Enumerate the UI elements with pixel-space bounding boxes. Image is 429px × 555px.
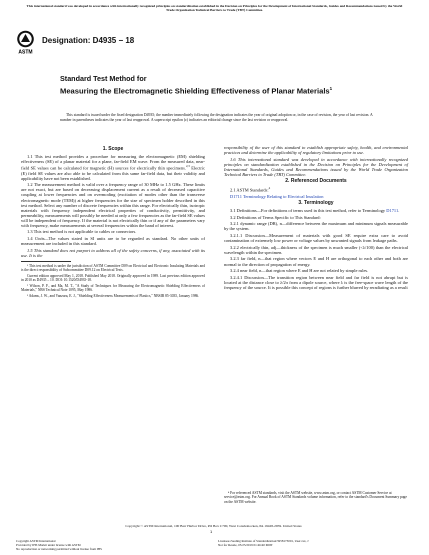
title-block (60, 75, 360, 95)
footnote-2: ² Wilson, P. F., and Ma, M. T., "A Study of Techniques for Measuring the Electromagnetic Shielding Effectiveness of Materials," NBS Technical Note 1095, May 1986. (21, 284, 205, 293)
paragraph-1-3: 1.3 This test method is not applicable to cables or connectors. (27, 229, 137, 235)
d1711-link-inline[interactable]: D1711 (386, 208, 399, 214)
title-line-1: Standard Test Method for (60, 74, 147, 83)
designation: Designation: D4935 − 18 (42, 36, 135, 45)
paragraph-3-2: 3.2 Definitions of Terms Specific to This Standard: (230, 214, 321, 220)
section-heading-terminology: 3. Terminology (298, 200, 334, 207)
logo-text: ASTM (18, 49, 33, 56)
paragraph-1-6: 1.6 This international standard was developed in accordance with internationally recognized principles on standardization established in the Decision on Principles for the Development of International Standards, Guides and Recommendations issued by the World Trade Organization Technical Barriers to Trade (TBT) Committee. (224, 156, 408, 177)
left-column (21, 145, 205, 300)
copyright-line: Copyright © ASTM International, 100 Barr Harbor Drive, PO Box C700, West Conshohocken, PA 19428-2959. United States (125, 524, 302, 528)
d1711-link[interactable]: D1711 (230, 194, 242, 200)
footnote-rule (21, 261, 71, 262)
paragraph-3-2-2: 3.2.2 electrically thin, adj—thickness of the specimen is much smaller (<λ/100) than the electrical wavelength within the specimen. (224, 244, 408, 255)
paragraph-3-2-4-1: 3.2.4.1 Discussion—The transition region between near field and far field is not abrupt but is located at the distance close to λ/2π from a dipole source, where λ is the free-space wave length of the frequency of the source. It is possible this concept of regions is further blurred by reradiating as a result (224, 274, 408, 290)
paragraph-3-2-1-1: 3.2.1.1 Discussion—Measurement of materials with good SE require extra care to avoid contamination of extremely low power or voltage values by unwanted signals from leakage paths. (224, 233, 408, 244)
footer-license-right: Licensee=Sealing Institute of Standardization/5958173001, User=xx, J Not for Resale, 05/25/2019 01:46:40 MDT (218, 539, 309, 547)
top-notice: This international standard was developed in accordance with internationally recognized principles on standardization established in the Decision on Principles for the Development of International Standards, Guides and Recommendations issued by the World Trade Organization Technical Barriers to Trade (TBT) Committee. (26, 4, 403, 13)
right-column (224, 145, 408, 292)
paragraph-1-1: 1.1 This test method provides a procedure for measuring the electromagnetic (EM) shielding effectiveness (SE) of a planar material for a plane, far-field EM wave. From the measured data, near-field SE values can be calculated for magnetic (H) sources for electrically thin specimens.$^{2,3}$ Electric (E) field SE values are also able to be calculated from this same far-field data, but their validity and applicability have not been established. (21, 154, 205, 181)
title-line-2: Measuring the Electromagnetic Shielding Effectiveness of Planar Materials$^1$ (60, 85, 333, 96)
reference-d1711[interactable]: D1711 Terminology Relating to Electrical Insulation (230, 194, 324, 200)
footnote-1: ¹ This test method is under the jurisdiction of ASTM Committee D09 on Electrical and Electronic Insulating Materials and is the direct responsibility of Subcommittee D09.12 on Electrical Tests. (21, 263, 205, 273)
paragraph-3-1: 3.1 Definitions—For definitions of terms used in this test method, refer to Terminology D1711. (230, 208, 400, 214)
page-number: 1 (210, 529, 213, 534)
paragraph-3-2-4: 3.2.4 near field, n—that region where E and H are not related by simple rules. (230, 268, 369, 274)
section-heading-references: 2. Referenced Documents (285, 177, 347, 184)
astm-logo (16, 30, 35, 56)
paragraph-3-2-1: 3.2.1 dynamic range (DR), n—difference between the maximum and minimum signals measurable by the system. (224, 221, 408, 232)
footnote-1-edition: Current edition approved May 1, 2018. Published May 2018. Originally approved in 1989. Last previous edition approved in 2010 as D4935 – 10. DOI: 10.1520/D4935-18. (21, 273, 205, 283)
footer-license-left: Copyright ASTM International Provided by IHS Markit under license with ASTM No reproduction or networking permitted without license from IHS (16, 539, 102, 551)
footnote-4: ⁴ For referenced ASTM standards, visit the ASTM website, www.astm.org, or contact ASTM Customer Service at service@astm.org. For Annual Book of ASTM Standards volume information, refer to the standard's Document Summary page on the ASTM website. (224, 491, 407, 504)
paragraph-2-1: 2.1 ASTM Standards:$^4$ (230, 185, 271, 193)
section-heading-scope: 1. Scope (102, 146, 124, 152)
standard-note: This standard is issued under the fixed designation D4935; the number immediately following the designation indicates the year of original adoption or, in the case of revision, the year of last revision. A number in parentheses indicates the year of last reapproval. A superscript epsilon (ε) indicates an editorial change since the last revision or reapproval. (60, 113, 373, 122)
paragraph-1-5-cont: responsibility of the user of this standard to establish appropriate safety, health, and environmental practices and determine the applicability of regulatory limitations prior to use. (224, 145, 408, 156)
paragraph-3-2-3: 3.2.3 far field, n—that region where vectors E and H are orthogonal to each other and both are normal to the direction of propagation of energy. (224, 256, 408, 267)
paragraph-1-4: 1.4 Units—The values stated in SI units are to be regarded as standard. No other units of measurement are included in this standard. (21, 236, 205, 247)
footnote-3: ³ Adams, J. W., and Vanzura, E. J., "Shielding Effectiveness Measurements of Plastics," NBSIR 85-3035, January 1986. (27, 294, 200, 299)
paragraph-1-2: 1.2 The measurement method is valid over a frequency range of 30 MHz to 1.5 GHz. These limits are not exact, but are based on decreasing displacement current as a result of decreased capacitive coupling at lower frequencies and on overmoding (excitation of modes other than the transverse electromagnetic mode (TEM)) at higher frequencies for the size of specimen holder described in this test method. Select any number of discrete frequencies within this range. For electrically thin, isotropic materials with frequency independent electrical properties of conductivity, permittivity, and permeability, measurements will possibly be needed at only a few frequencies as the far-field SE values will be independent of frequency. If the material is not electrically thin or if any of the parameters vary with frequency, make measurements at several frequencies within the band of interest. (21, 182, 205, 228)
paragraph-1-5: 1.5 This standard does not purport to address all of the safety concerns, if any, associated with its use. It is the (21, 247, 205, 258)
